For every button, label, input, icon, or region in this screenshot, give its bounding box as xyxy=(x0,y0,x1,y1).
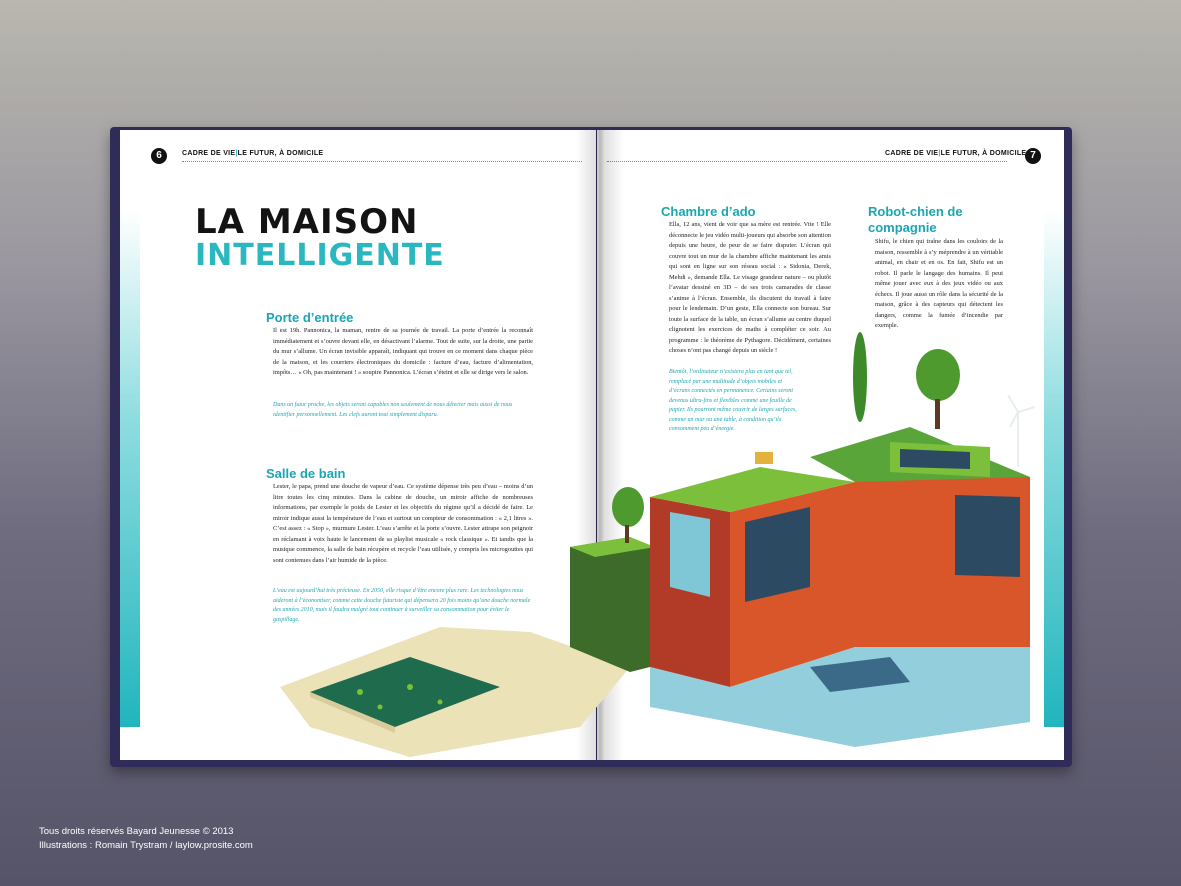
credit-illustrations: Illustrations : Romain Trystram / laylow.prosite.com xyxy=(39,840,253,851)
tree-tall xyxy=(853,332,867,422)
tree-left xyxy=(612,487,644,527)
article-title-line2: INTELLIGENTE xyxy=(195,238,445,273)
green-wall-block xyxy=(570,537,650,672)
section-body-robot: Shifu, le chien qui traîne dans les couloirs de la maison, ressemble à s’y méprendre à un véritable animal, en chair et en os. En fait, Shifu est un robot. Il parle le langage des humains. Il peut même jouer avec eux à des jeux vidéo ou aux échecs. Il joue aussi un rôle dans la sécurité de la maison, grâce à des capteurs qui détectent les dangers, comme la fumée d’incendie par exemple. xyxy=(875,238,1003,329)
section-aside-salle-de-bain: L’eau est aujourd’hui très précieuse. En 2050, elle risque d’être encore plus rare. Les technologies nous aideront à l’économiser, comme cette douche futuriste qui dépensera 20 fois moins qu’une douche normale des années 2010, mais il faudra malgré tout continuer à surveiller sa consommation pour éviter le gaspillage. xyxy=(273,588,531,623)
article-title-line1: LA MAISON xyxy=(195,202,419,242)
section-heading-salle-de-bain: Salle de bain xyxy=(266,466,346,481)
section-body-chambre: Ella, 12 ans, vient de voir que sa mère est rentrée. Vite ! Elle déconnecte le jeu vidéo multi-joueurs qui absorbe son attention depuis une heure, de peur de se faire disputer. L’écran qui couvre tout un mur de la chambre affiche maintenant les amis qui sont en ligne sur son réseau social : « Sidonia, Derek, Mehdi », demande Ella. Le visage grandeur nature – ou plutôt l’avatar dessiné en 3D – de ses trois camarades de classe s’anime à l’écran. Ensemble, ils discutent du travail à faire pour le lendemain. D’un geste, Ella connecte son bureau. Sur toute la surface de la table, un écran s’allume au centre duquel clignotent les exercices de maths à compléter ce soir. Au programme : le théorème de Pythagore. Décidément, certaines choses n’ont pas changé depuis un siècle ! xyxy=(669,221,831,354)
section-aside-porte: Dans un futur proche, les objets seront capables non seulement de nous détecter mais aussi de nous identifier personnellement. Les clefs auront tout simplement disparu. xyxy=(273,402,513,418)
magazine-spread xyxy=(110,127,1072,767)
credit-copyright: Tous droits réservés Bayard Jeunesse © 2013 xyxy=(39,826,234,837)
tree-round xyxy=(916,349,960,401)
window-large xyxy=(745,507,810,602)
section-aside-chambre: Bientôt, l’ordinateur n’existera plus en tant que tel, remplacé par une multitude d’objets mobiles et d’écrans connectés en permanence. Certains seront devenus ultra-fins et flexibles comme une feuille de papier. Ils pourront même couvrir de larges surfaces, comme un mur ou une table, à condition qu’ils consomment peu d’énergie. xyxy=(669,369,797,432)
window-side xyxy=(670,512,710,597)
running-head-left: CADRE DE VIE|LE FUTUR, À DOMICILE xyxy=(182,150,324,157)
section-heading-chambre: Chambre d’ado xyxy=(661,204,756,219)
section-heading-robot-line1: Robot-chien de xyxy=(868,204,963,219)
page-number-right: 7 xyxy=(1025,148,1041,164)
roof-camera xyxy=(755,452,773,464)
running-head-right: CADRE DE VIE|LE FUTUR, À DOMICILE xyxy=(885,150,1027,157)
section-heading-robot-line2: compagnie xyxy=(868,220,937,235)
window-right xyxy=(955,495,1020,577)
section-body-salle-de-bain: Lester, le papa, prend une douche de vapeur d’eau. Ce système dépense très peu d’eau – moins d’un litre toutes les cinq minutes. Dans la cabine de douche, un miroir affiche de nombreuses informations, par exemple le poids de Lester et les objectifs du régime qu’il a décidé de faire. Le miroir indique aussi la température de l’eau et surtout un compteur de consommation : « 2,1 litres ». C’est assez : « Stop », murmure Lester. L’eau s’arrête et la porte s’ouvre. Lester attrape son peignoir en réclamant à voix haute le lancement de sa playlist musicale « rock classique ». Et tandis que la musique commence, la salle de bain récupère et recycle l’eau utilisée, y compris les microgouttes qui sont contenues dans l’air humide de la pièce. xyxy=(273,483,533,564)
smart-house-illustration xyxy=(110,127,1072,767)
section-body-porte: Il est 19h. Pannonica, la maman, rentre de sa journée de travail. La porte d’entrée la reconnaît immédiatement et s’ouvre devant elle, en désactivant l’alarme. Tout de suite, sur la droite, une partie du mur s’allume. Un écran invisible apparaît, indiquant qui trouve en ce moment dans chaque pièce de la maison, et les courriers électroniques du domicile : facture d’eau, facture d’alimentation, impôts… « Oh, pas maintenant ! » soupire Pannonica. L’écran s’éteint et elle se dirige vers le salon. xyxy=(273,327,533,376)
page-number-left: 6 xyxy=(151,148,167,164)
section-heading-porte: Porte d’entrée xyxy=(266,310,354,325)
